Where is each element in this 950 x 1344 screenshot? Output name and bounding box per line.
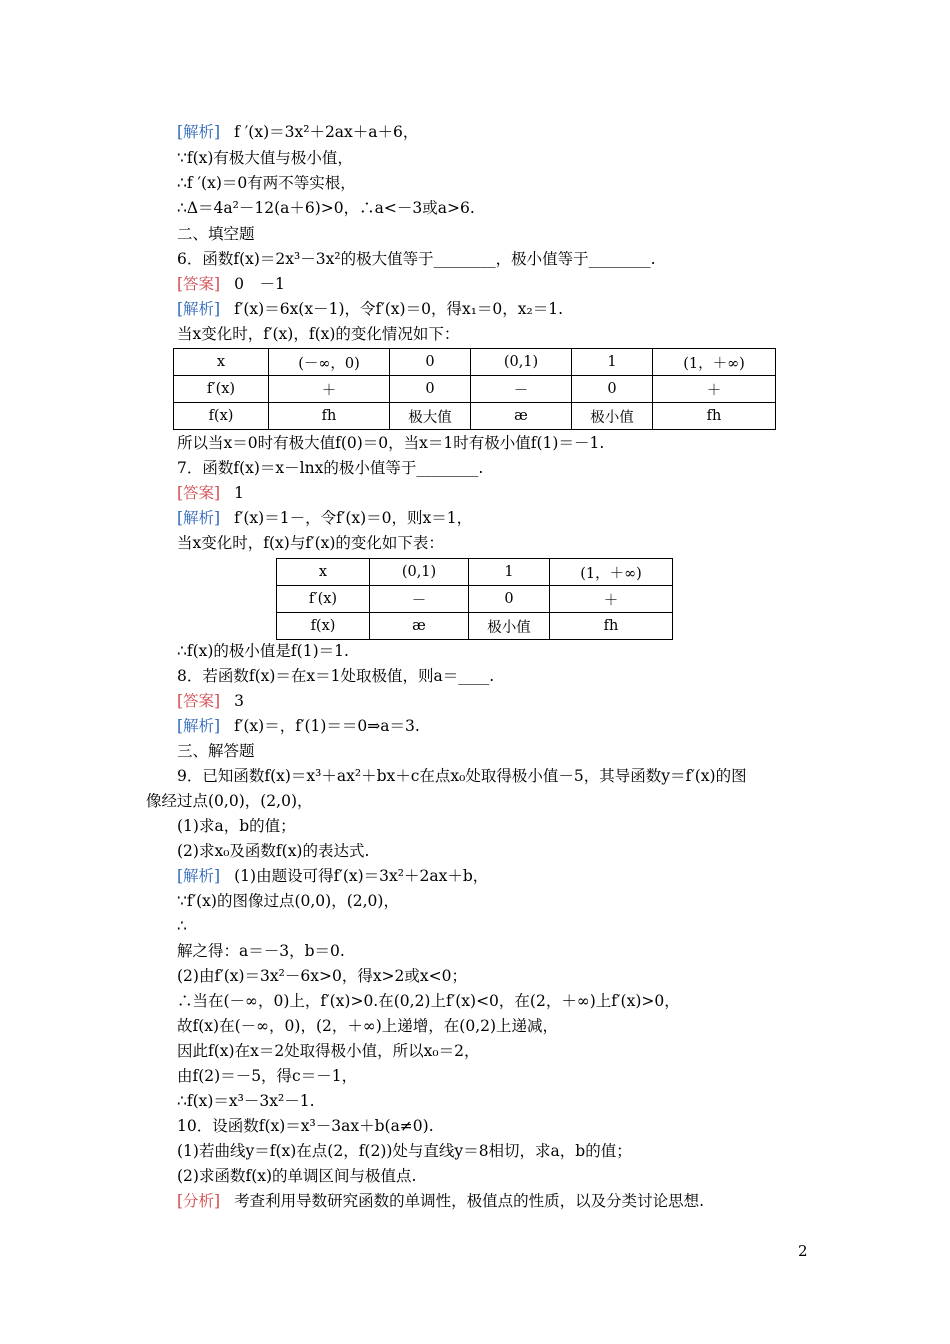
table-cell: fh xyxy=(550,613,673,640)
table-cell: － xyxy=(471,376,572,403)
text-line: ∴f ′(x)＝0有两不等实根， xyxy=(177,174,356,192)
text-line: (1)若曲线y＝f(x)在点(2，f(2))处与直线y＝8相切，求a，b的值； xyxy=(177,1142,632,1160)
question-10: 10．设函数f(x)＝x³－3ax＋b(a≠0). xyxy=(177,1117,434,1135)
table-cell: － xyxy=(370,586,469,613)
table-cell: fh xyxy=(269,403,390,430)
table-cell: f′(x) xyxy=(174,376,269,403)
text-line: (2)由f′(x)＝3x²－6x>0，得x>2或x<0； xyxy=(177,967,467,985)
text-line: 所以当x＝0时有极大值f(0)＝0，当x＝1时有极小值f(1)＝－1. xyxy=(177,434,605,452)
table-cell: (1，＋∞) xyxy=(653,349,776,376)
text-line: 由f(2)＝－5，得c＝－1， xyxy=(177,1067,358,1085)
table-cell: 1 xyxy=(572,349,653,376)
table-cell: ＋ xyxy=(269,376,390,403)
table-row xyxy=(174,403,776,430)
table-cell: x xyxy=(174,349,269,376)
text-line: ∴Δ＝4a²－12(a＋6)>0，∴a<－3或a>6. xyxy=(177,199,475,217)
table-cell: 0 xyxy=(390,349,471,376)
table-cell: (－∞，0) xyxy=(269,349,390,376)
solution-line xyxy=(177,865,488,887)
text-line: 当x变化时，f(x)与f′(x)的变化如下表： xyxy=(177,534,444,552)
solution-line xyxy=(177,298,563,320)
variation-table-2 xyxy=(276,558,673,640)
table-cell: 0 xyxy=(390,376,471,403)
table-cell: f′(x) xyxy=(277,586,370,613)
solution-line xyxy=(177,715,420,737)
table-row xyxy=(174,376,776,403)
answer-tag: [答案] xyxy=(177,275,221,293)
table-cell: 极小值 xyxy=(572,403,653,430)
section-heading: 三、解答题 xyxy=(177,742,255,760)
text-line: (2)求x₀及函数f(x)的表达式. xyxy=(177,842,370,860)
analysis-tag: [解析] xyxy=(177,509,221,527)
line-text: 考查利用导数研究函数的单调性，极值点的性质，以及分类讨论思想. xyxy=(234,1192,705,1210)
table-cell: 0 xyxy=(469,586,550,613)
text-line: ∴f(x)的极小值是f(1)＝1. xyxy=(177,642,349,660)
answer-line xyxy=(177,690,244,712)
line-text: f′(x)＝1－，令f′(x)＝0，则x＝1， xyxy=(234,509,473,527)
table-cell: ＋ xyxy=(653,376,776,403)
text-line: 解之得：a＝－3，b＝0. xyxy=(177,942,345,960)
text-line: ∴当在(－∞，0)上，f′(x)>0.在(0,2)上f′(x)<0，在(2，＋∞)上f′(x)>0， xyxy=(177,992,680,1010)
text-line: ∴f(x)＝x³－3x²－1. xyxy=(177,1092,315,1110)
analysis-tag: [解析] xyxy=(177,300,221,318)
table-row xyxy=(277,613,673,640)
analysis-line xyxy=(177,1190,704,1212)
answer-tag: [答案] xyxy=(177,692,221,710)
analysis-tag: [解析] xyxy=(177,717,221,735)
analysis-tag: [分析] xyxy=(177,1192,221,1210)
table-cell: 1 xyxy=(469,559,550,586)
table-cell: 极大值 xyxy=(390,403,471,430)
line-text: f′(x)＝6x(x－1)，令f′(x)＝0，得x₁＝0，x₂＝1. xyxy=(234,300,564,318)
answer-line xyxy=(177,273,285,295)
table-cell: (1，＋∞) xyxy=(550,559,673,586)
text-line: 当x变化时，f′(x)，f(x)的变化情况如下： xyxy=(177,325,460,343)
text-line: 像经过点(0,0)，(2,0)， xyxy=(146,792,313,810)
table-cell: æ xyxy=(370,613,469,640)
answer-line xyxy=(177,482,244,504)
line-text: 1 xyxy=(234,484,244,502)
table-cell: (0,1) xyxy=(370,559,469,586)
table-cell: fh xyxy=(653,403,776,430)
text-line: 故f(x)在(－∞，0)，(2，＋∞)上递增，在(0,2)上递减， xyxy=(177,1017,559,1035)
table-row xyxy=(277,559,673,586)
page-number: 2 xyxy=(798,1242,808,1260)
table-row xyxy=(174,349,776,376)
table-cell: (0,1) xyxy=(471,349,572,376)
analysis-tag: [解析] xyxy=(177,867,221,885)
text-line: ∵f(x)有极大值与极小值， xyxy=(177,149,353,167)
table-cell: f(x) xyxy=(174,403,269,430)
line-text: (1)由题设可得f′(x)＝3x²＋2ax＋b， xyxy=(234,867,489,885)
question-9: 9．已知函数f(x)＝x³＋ax²＋bx＋c在点x₀处取得极小值－5，其导函数y＝f′(x)的图 xyxy=(177,767,747,785)
table-cell: ＋ xyxy=(550,586,673,613)
line-text: f ′(x)＝3x²＋2ax＋a＋6， xyxy=(234,123,419,141)
text-line: 因此f(x)在x＝2处取得极小值，所以x₀＝2， xyxy=(177,1042,480,1060)
table-cell: x xyxy=(277,559,370,586)
table-cell: 极小值 xyxy=(469,613,550,640)
question-6: 6．函数f(x)＝2x³－3x²的极大值等于________，极小值等于________. xyxy=(177,250,656,268)
table-row xyxy=(277,586,673,613)
answer-tag: [答案] xyxy=(177,484,221,502)
analysis-tag: [解析] xyxy=(177,123,221,141)
solution-line xyxy=(177,507,472,529)
table-cell: f(x) xyxy=(277,613,370,640)
text-line: (1)求a，b的值； xyxy=(177,817,296,835)
text-line: (2)求函数f(x)的单调区间与极值点. xyxy=(177,1167,417,1185)
question-8: 8．若函数f(x)＝在x＝1处取极值，则a＝____. xyxy=(177,667,495,685)
question-7: 7．函数f(x)＝x－lnx的极小值等于________. xyxy=(177,459,484,477)
variation-table-1 xyxy=(173,348,776,430)
solution-line xyxy=(177,121,418,143)
line-text: 3 xyxy=(234,692,244,710)
text-line: ∵f′(x)的图像过点(0,0)，(2,0)， xyxy=(177,892,399,910)
text-line: ∴ xyxy=(177,917,187,935)
table-cell: æ xyxy=(471,403,572,430)
line-text: f′(x)＝，f′(1)＝＝0⇒a＝3. xyxy=(234,717,420,735)
table-cell: 0 xyxy=(572,376,653,403)
line-text: 0 －1 xyxy=(234,275,285,293)
section-heading: 二、填空题 xyxy=(177,225,255,243)
